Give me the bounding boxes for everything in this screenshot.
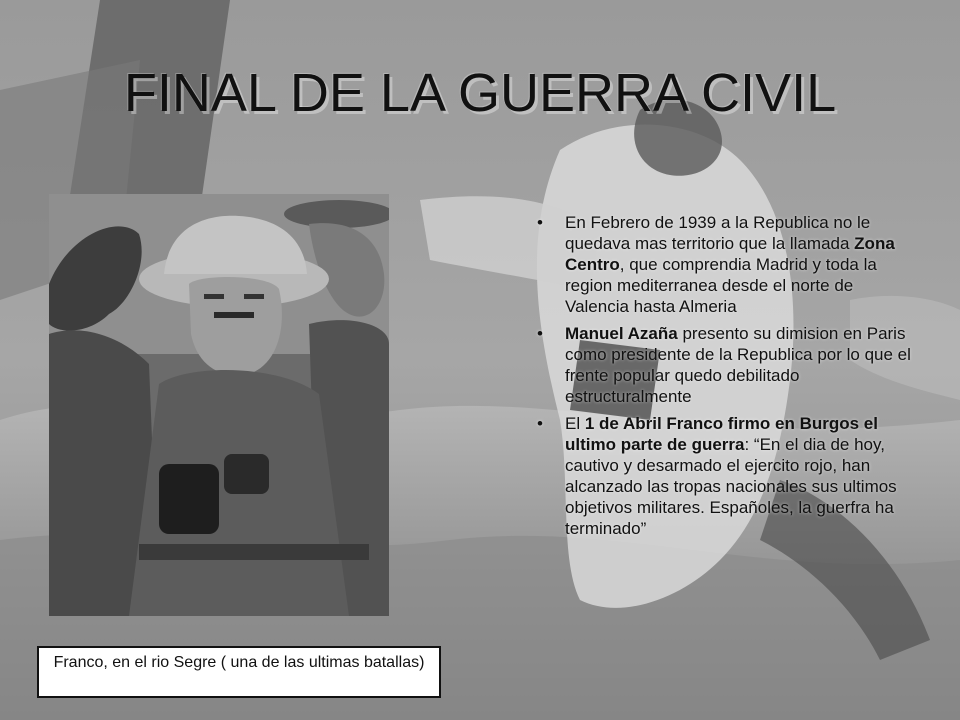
bullet-text: El xyxy=(565,414,585,433)
bullet-dot: • xyxy=(537,213,543,232)
bullet-text: presento su dimision en Paris como presidente de la Republica por lo que el frente popular quedo debilitado estructuralmente xyxy=(565,324,911,406)
bullet-bold-text: Zona Centro xyxy=(565,234,895,274)
bullet-bold-text: Manuel Azaña xyxy=(565,324,678,343)
bullet-dot: • xyxy=(537,414,543,433)
franco-photo xyxy=(49,194,389,616)
bullet-text: En Febrero de 1939 a la Republica no le quedava mas territorio que la llamada xyxy=(565,213,871,253)
photo-caption: Franco, en el rio Segre ( una de las ultimas batallas) xyxy=(37,646,441,698)
bullet-item xyxy=(535,212,915,317)
bullet-item xyxy=(535,413,915,539)
franco-photo-image xyxy=(49,194,389,616)
bullet-dot: • xyxy=(537,324,543,343)
slide-title: FINAL DE LA GUERRA CIVIL xyxy=(123,63,837,123)
bullet-text: : “En el dia de hoy, cautivo y desarmado el ejercito rojo, han alcanzado las tropas nacionales sus ultimos objetivos militares. Españoles, la guerfra ha terminado” xyxy=(565,435,897,538)
bullet-item xyxy=(535,323,915,407)
bullet-bold-text: 1 de Abril Franco firmo en Burgos el ultimo parte de guerra xyxy=(565,414,878,454)
bullet-list xyxy=(535,212,915,545)
bullet-text: , que comprendia Madrid y toda la region mediterranea desde el norte de Valencia hasta Almeria xyxy=(565,255,877,316)
